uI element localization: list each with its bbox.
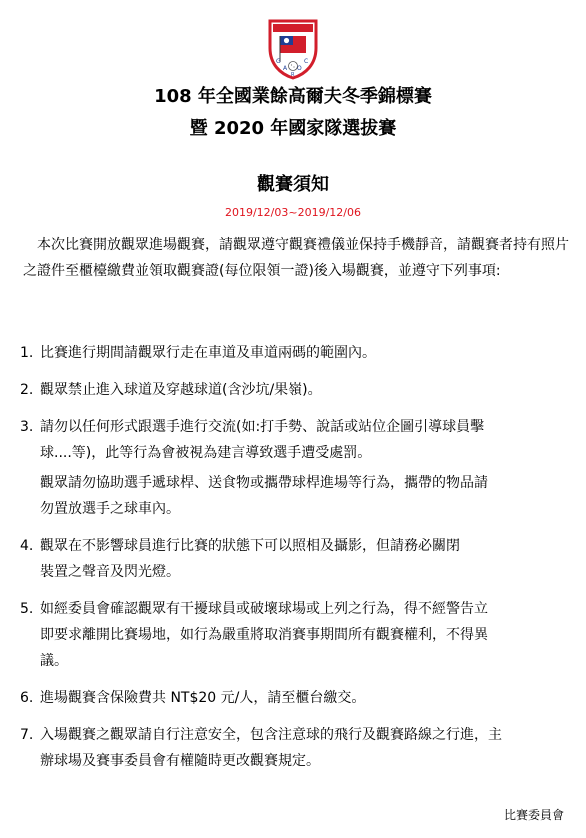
rule-text: 即要求離開比賽場地，如行為嚴重將取消賽事期間所有觀賽權利，不得異 [40, 627, 488, 643]
rule-item [20, 340, 572, 366]
event-dates: 2019/12/03~2019/12/06 [224, 206, 362, 219]
footer-signature: 比賽委員會 [503, 808, 564, 822]
svg-text:C: C [304, 58, 309, 65]
rule-text: 請勿以任何形式跟選手進行交流(如:打手勢、說話或站位企圖引導球員擊 [40, 419, 485, 435]
svg-text:R: R [291, 72, 295, 78]
rule-text: 入場觀賽之觀眾請自行注意安全，包含注意球的飛行及觀賽路線之行進，主 [40, 727, 502, 743]
rule-text: 辦球場及賽事委員會有權隨時更改觀賽規定。 [40, 753, 320, 769]
rule-note: 觀眾請勿協助選手遞球桿、送食物或攜帶球桿進場等行為，攜帶的物品請 [40, 475, 488, 491]
rule-text: 觀眾在不影響球員進行比賽的狀態下可以照相及攝影，但請務必關閉 [40, 538, 460, 554]
rule-text: 如經委員會確認觀眾有干擾球員或破壞球場或上列之行為，得不經警告立 [40, 601, 488, 617]
svg-text:A: A [283, 65, 288, 72]
rule-number: 2. [20, 382, 34, 398]
rule-item [20, 533, 572, 585]
event-title-line1: 108 年全國業餘高爾夫冬季錦標賽 [154, 86, 432, 107]
flag-shield-icon [266, 18, 320, 80]
rule-item [20, 685, 572, 711]
rule-number: 6. [20, 690, 34, 706]
garoc-logo [266, 18, 320, 80]
rules-list [20, 340, 572, 785]
rule-text: 觀眾禁止進入球道及穿越球道(含沙坑/果嶺)。 [40, 382, 322, 398]
rule-text: 進場觀賽含保險費共 NT$20 元/人，請至櫃台繳交。 [40, 690, 366, 706]
svg-text:G: G [276, 58, 281, 65]
svg-text:O: O [297, 65, 302, 72]
rule-text: 球....等)，此等行為會被視為建言導致選手遭受處罰。 [40, 445, 372, 461]
event-title-line2: 暨 2020 年國家隊選拔賽 [189, 118, 397, 139]
intro-paragraph: 本次比賽開放觀眾進場觀賽，請觀眾遵守觀賽禮儀並保持手機靜音，請觀賽者持有照片之證件至櫃檯繳費並領取觀賽證(每位限領一證)後入場觀賽，並遵守下列事項: [23, 237, 569, 279]
rule-text: 裝置之聲音及閃光燈。 [40, 564, 180, 580]
rule-note: 勿置放選手之球車內。 [40, 501, 180, 517]
rule-number: 7. [20, 727, 34, 743]
rule-item [20, 596, 572, 674]
rule-number: 5. [20, 601, 34, 617]
rule-text: 議。 [40, 653, 68, 669]
page-heading: 觀賽須知 [257, 174, 329, 195]
rule-number: 1. [20, 345, 34, 361]
rule-item [20, 377, 572, 403]
rule-text: 比賽進行期間請觀眾行走在車道及車道兩碼的範圍內。 [40, 345, 376, 361]
rule-item [20, 722, 572, 774]
rule-number: 4. [20, 538, 34, 554]
rule-item [20, 414, 572, 522]
rule-number: 3. [20, 419, 34, 435]
